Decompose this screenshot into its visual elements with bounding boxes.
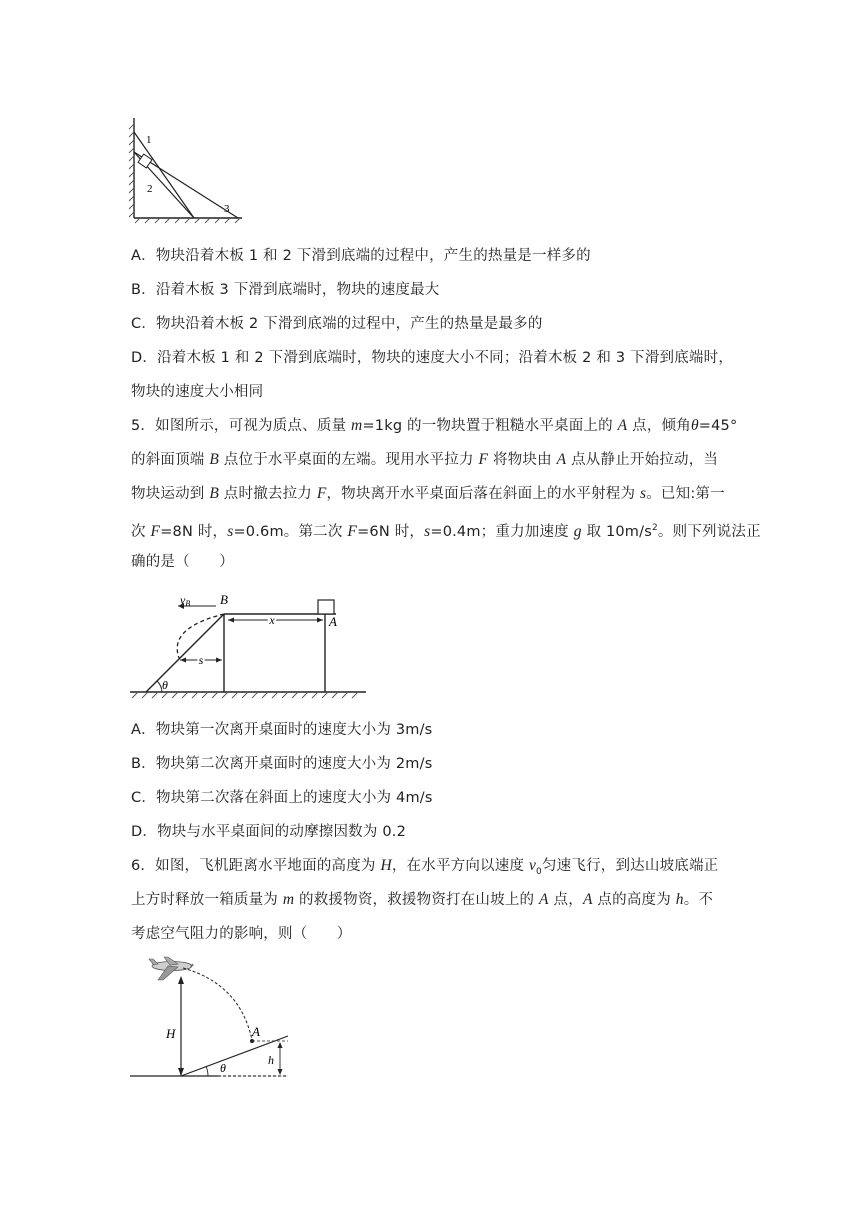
board-label-2: 2 [147, 183, 153, 195]
angle-label-theta: θ [162, 678, 168, 692]
q4-option-b: B．沿着木板 3 下滑到底端时，物块的速度最大 [131, 282, 440, 298]
q5-option-b: B．物块第二次离开桌面时的速度大小为 2m/s [131, 756, 433, 772]
q5-stem-line5: 确的是（ ） [131, 554, 234, 570]
airplane-icon [149, 957, 193, 980]
q5-option-c: C．物块第二次落在斜面上的速度大小为 4m/s [131, 790, 433, 806]
figure-table-incline [128, 588, 368, 704]
figure-inclined-boards [126, 114, 246, 224]
q4-option-c: C．物块沿着木板 2 下滑到底端的过程中，产生的热量是最多的 [131, 316, 543, 332]
q5-stem-line4: 次 F=8N 时，s=0.6m。第二次 F=6N 时，s=0.4m；重力加速度 g 取 $10m/s^2$。则下列说法正 [131, 522, 761, 540]
q5-option-d: D．物块与水平桌面间的动摩擦因数为 0.2 [131, 824, 407, 840]
point-label-a: A [329, 614, 337, 629]
svg-text:vB [180, 593, 190, 608]
q6-stem-line2: 上方时释放一箱质量为 m 的救援物资，救援物资打在山坡上的 A 点，A 点的高度为 h。不 [131, 891, 714, 908]
board-label-1: 1 [146, 134, 152, 146]
figure-plane-slope [128, 954, 298, 1082]
range-label-s: s [198, 653, 204, 667]
distance-label-x: x [269, 613, 275, 627]
q6-stem-line1: 6．如图，飞机距离水平地面的高度为 H，在水平方向以速度 $v_0$匀速飞行，到达山坡底端正 [131, 857, 719, 877]
q4-option-d-line1: D．沿着木板 1 和 2 下滑到底端时，物块的速度大小不同；沿着木板 2 和 3 下滑到底端时， [131, 350, 734, 366]
angle-label-theta: θ [220, 1061, 226, 1075]
q6-stem-line3: 考虑空气阻力的影响，则（ ） [131, 926, 352, 942]
height-label-h-lower: h [268, 1053, 274, 1067]
q5-stem-line3: 物块运动到 B 点时撤去拉力 F，物块离开水平桌面后落在斜面上的水平射程为 s。已知:第一 [131, 485, 725, 502]
velocity-label-vb: v [180, 593, 186, 607]
q4-option-a: A．物块沿着木板 1 和 2 下滑到底端的过程中，产生的热量是一样多的 [131, 248, 591, 264]
q5-option-a: A．物块第一次离开桌面时的速度大小为 3m/s [131, 722, 433, 738]
velocity-subscript-b: B [185, 599, 191, 608]
point-label-b: B [220, 592, 228, 607]
q4-option-d-line2: 物块的速度大小相同 [131, 384, 264, 400]
q5-stem-line2: 的斜面顶端 B 点位于水平桌面的左端。现用水平拉力 F 将物块由 A 点从静止开始拉动，当 [131, 451, 719, 468]
height-label-h-upper: H [166, 1026, 176, 1041]
point-label-a: A [252, 1024, 260, 1039]
q5-stem-line1: 5．如图所示，可视为质点、质量 m=1kg 的一物块置于粗糙水平桌面上的 A 点，倾角θ=45° [131, 417, 738, 434]
board-label-3: 3 [224, 203, 230, 215]
